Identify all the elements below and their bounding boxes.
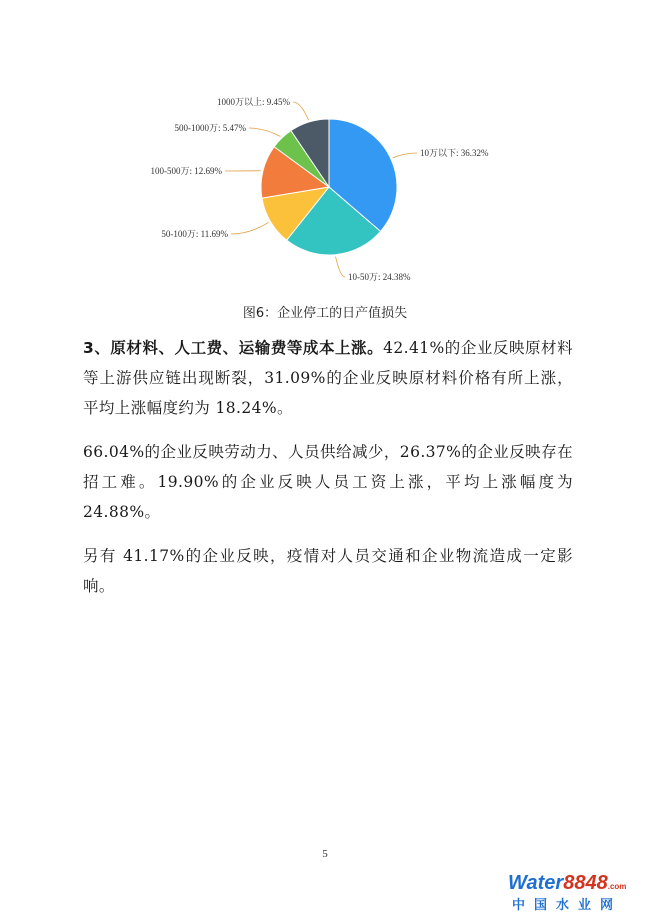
pie-slice-label: 50-100万: 11.69% [161, 229, 228, 239]
pie-slice-label: 1000万以上: 9.45% [217, 97, 290, 107]
pie-slice-label: 10万以下: 36.32% [420, 148, 489, 158]
pie-leader-line [393, 153, 417, 158]
paragraph-labor: 66.04%的企业反映劳动力、人员供给减少，26.37%的企业反映存在招工难。19.90%的企业反映人员工资上涨，平均上涨幅度为 24.88%。 [83, 443, 573, 521]
pie-leader-line [336, 257, 345, 277]
pie-chart-svg [0, 90, 650, 300]
watermark-subtitle: 中国水业网 [512, 898, 623, 913]
pie-slice-label: 100-500万: 12.69% [150, 166, 222, 176]
figure-caption: 图6：企业停工的日产值损失 [242, 306, 408, 321]
paragraph-cost-increase [83, 333, 573, 423]
pie-slice-label: 10-50万: 24.38% [348, 272, 411, 282]
pie-leader-line [231, 222, 269, 234]
page-number: 5 [322, 848, 328, 860]
pie-chart [0, 90, 650, 300]
paragraph-lead: 3、原材料、人工费、运输费等成本上涨。 [83, 339, 384, 357]
paragraph-body: 42.41%的企业反映原材料等上游供应链出现断裂，31.09%的企业反映原材料价格有所上涨，平均上涨幅度约为 18.24%。 [83, 339, 574, 417]
watermark-brand: Water8848.com [508, 872, 627, 894]
pie-leader-line [293, 102, 309, 120]
pie-leader-line [249, 128, 280, 137]
pie-slice-label: 500-1000万: 5.47% [174, 123, 246, 133]
paragraph-logistics: 另有 41.17%的企业反映，疫情对人员交通和企业物流造成一定影响。 [83, 547, 573, 595]
site-watermark-logo [508, 872, 628, 914]
